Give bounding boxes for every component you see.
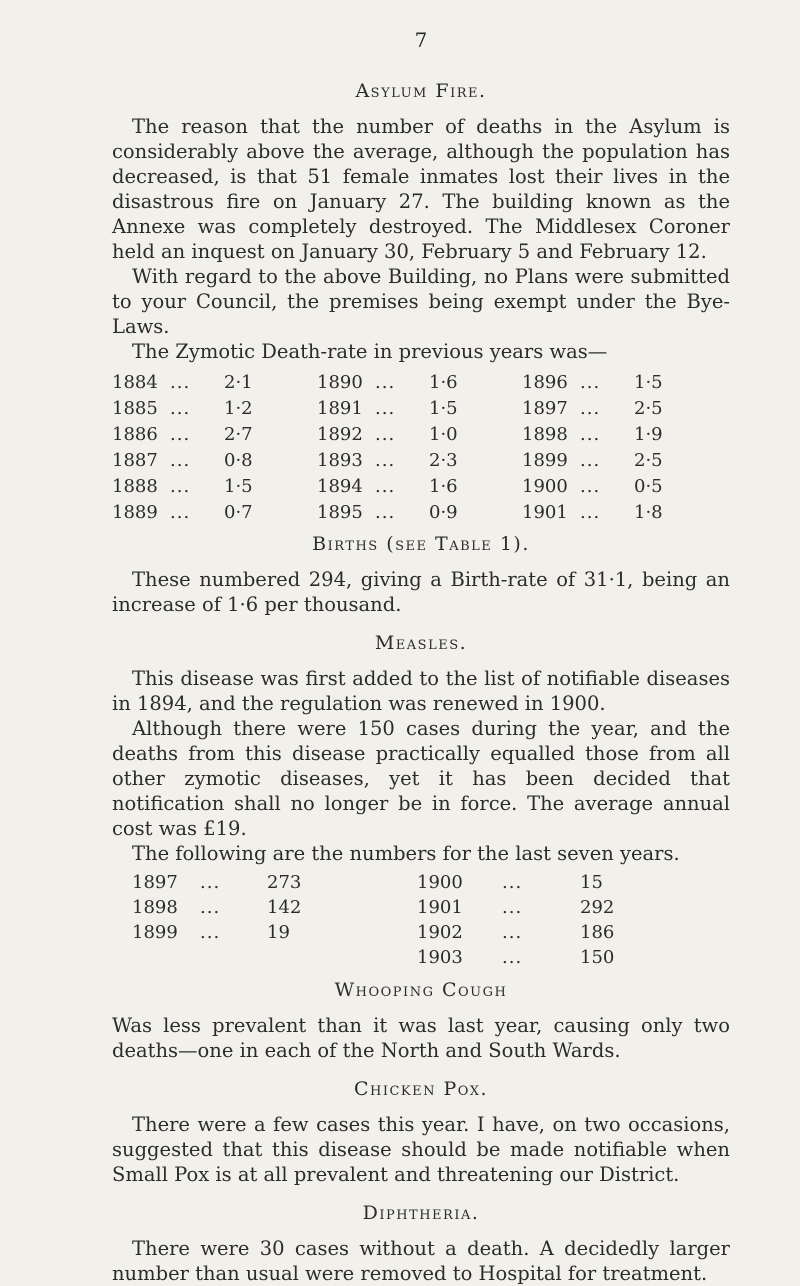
leader-dots: ... — [170, 398, 191, 419]
zymotic-rate-table — [112, 370, 730, 526]
zymotic-year: 1899 — [522, 450, 568, 471]
leader-dots: ... — [170, 424, 191, 445]
zymotic-year: 1894 — [317, 476, 363, 497]
measles-count: 150 — [580, 947, 615, 968]
zymotic-year: 1890 — [317, 372, 363, 393]
heading-births: Births (see Table 1). — [312, 533, 530, 555]
leader-dots: ... — [580, 476, 601, 497]
zymotic-rate: 1·5 — [429, 398, 458, 419]
zymotic-year: 1886 — [112, 424, 158, 445]
measles-count: 186 — [580, 922, 615, 943]
measles-year: 1902 — [417, 922, 463, 943]
leader-dots: ... — [170, 450, 191, 471]
measles-year: 1900 — [417, 872, 463, 893]
paragraph-diphtheria: There were 30 cases without a death. A decidedly larger number than usual were removed to Hospital for treatment. — [112, 1237, 730, 1285]
measles-year: 1897 — [132, 872, 178, 893]
zymotic-year: 1896 — [522, 372, 568, 393]
paragraph-measles-3: The following are the numbers for the last seven years. — [132, 842, 680, 865]
leader-dots: ... — [580, 502, 601, 523]
zymotic-year: 1887 — [112, 450, 158, 471]
leader-dots: ... — [170, 476, 191, 497]
zymotic-rate: 0·9 — [429, 502, 458, 523]
leader-dots: ... — [502, 922, 523, 943]
leader-dots: ... — [375, 476, 396, 497]
leader-dots: ... — [200, 897, 221, 918]
leader-dots: ... — [580, 398, 601, 419]
zymotic-year: 1893 — [317, 450, 363, 471]
zymotic-rate: 1·6 — [429, 372, 458, 393]
zymotic-rate: 1·8 — [634, 502, 663, 523]
paragraph-whooping-cough: Was less prevalent than it was last year, causing only two deaths—one in each of the North and South Wards. — [112, 1014, 730, 1062]
zymotic-rate: 0·8 — [224, 450, 253, 471]
paragraph-measles-1: This disease was first added to the list of notifiable diseases in 1894, and the regulation was renewed in 1900. — [112, 667, 730, 715]
heading-diphtheria: Diphtheria. — [362, 1202, 480, 1224]
measles-year: 1899 — [132, 922, 178, 943]
measles-count: 15 — [580, 872, 603, 893]
leader-dots: ... — [375, 372, 396, 393]
leader-dots: ... — [375, 502, 396, 523]
page-number: 7 — [414, 28, 428, 52]
leader-dots: ... — [580, 372, 601, 393]
zymotic-year: 1900 — [522, 476, 568, 497]
measles-count: 142 — [267, 897, 302, 918]
zymotic-rate: 1·9 — [634, 424, 663, 445]
paragraph-measles-2: Although there were 150 cases during the year, and the deaths from this disease practically equalled those from all other zymotic diseases, yet it has been decided that notification shall no longer be in force. The average annual cost was £19. — [112, 717, 730, 840]
measles-count: 273 — [267, 872, 302, 893]
zymotic-year: 1888 — [112, 476, 158, 497]
leader-dots: ... — [200, 922, 221, 943]
zymotic-year: 1901 — [522, 502, 568, 523]
leader-dots: ... — [580, 450, 601, 471]
zymotic-rate: 2·5 — [634, 450, 663, 471]
leader-dots: ... — [580, 424, 601, 445]
measles-year: 1898 — [132, 897, 178, 918]
paragraph-asylum-1: The reason that the number of deaths in the Asylum is considerably above the average, although the population has decreased, is that 51 female inmates lost their lives in the disastrous fire on January 27. The building known as the Annexe was completely destroyed. The Middlesex Coroner held an inquest on January 30, February 5 and February 12. — [112, 115, 730, 263]
paragraph-births: These numbered 294, giving a Birth-rate of 31·1, being an increase of 1·6 per thousand. — [112, 568, 730, 616]
zymotic-year: 1898 — [522, 424, 568, 445]
measles-year: 1901 — [417, 897, 463, 918]
leader-dots: ... — [502, 872, 523, 893]
measles-year: 1903 — [417, 947, 463, 968]
zymotic-year: 1895 — [317, 502, 363, 523]
measles-count: 19 — [267, 922, 290, 943]
zymotic-rate: 2·5 — [634, 398, 663, 419]
heading-whooping-cough: Whooping Cough — [334, 979, 508, 1001]
zymotic-year: 1884 — [112, 372, 158, 393]
zymotic-year: 1885 — [112, 398, 158, 419]
zymotic-year: 1891 — [317, 398, 363, 419]
zymotic-rate: 0·7 — [224, 502, 253, 523]
zymotic-year: 1892 — [317, 424, 363, 445]
zymotic-rate: 2·1 — [224, 372, 253, 393]
zymotic-rate: 1·6 — [429, 476, 458, 497]
leader-dots: ... — [375, 424, 396, 445]
measles-cases-table — [112, 870, 730, 972]
measles-count: 292 — [580, 897, 615, 918]
leader-dots: ... — [502, 897, 523, 918]
zymotic-rate: 1·2 — [224, 398, 253, 419]
zymotic-rate: 1·5 — [634, 372, 663, 393]
zymotic-rate: 2·3 — [429, 450, 458, 471]
zymotic-year: 1889 — [112, 502, 158, 523]
zymotic-rate: 2·7 — [224, 424, 253, 445]
zymotic-year: 1897 — [522, 398, 568, 419]
leader-dots: ... — [200, 872, 221, 893]
leader-dots: ... — [502, 947, 523, 968]
leader-dots: ... — [170, 502, 191, 523]
paragraph-zymotic-intro: The Zymotic Death-rate in previous years was— — [132, 340, 608, 363]
zymotic-rate: 0·5 — [634, 476, 663, 497]
zymotic-rate: 1·0 — [429, 424, 458, 445]
leader-dots: ... — [375, 450, 396, 471]
heading-chicken-pox: Chicken Pox. — [353, 1078, 489, 1100]
zymotic-rate: 1·5 — [224, 476, 253, 497]
heading-asylum-fire: Asylum Fire. — [355, 80, 487, 102]
paragraph-chicken-pox: There were a few cases this year. I have, on two occasions, suggested that this disease should be made notifiable when Small Pox is at all prevalent and threatening our District. — [112, 1113, 730, 1186]
leader-dots: ... — [375, 398, 396, 419]
paragraph-asylum-2: With regard to the above Building, no Plans were submitted to your Council, the premises being exempt under the Bye-Laws. — [112, 265, 730, 338]
leader-dots: ... — [170, 372, 191, 393]
heading-measles: Measles. — [374, 632, 468, 654]
